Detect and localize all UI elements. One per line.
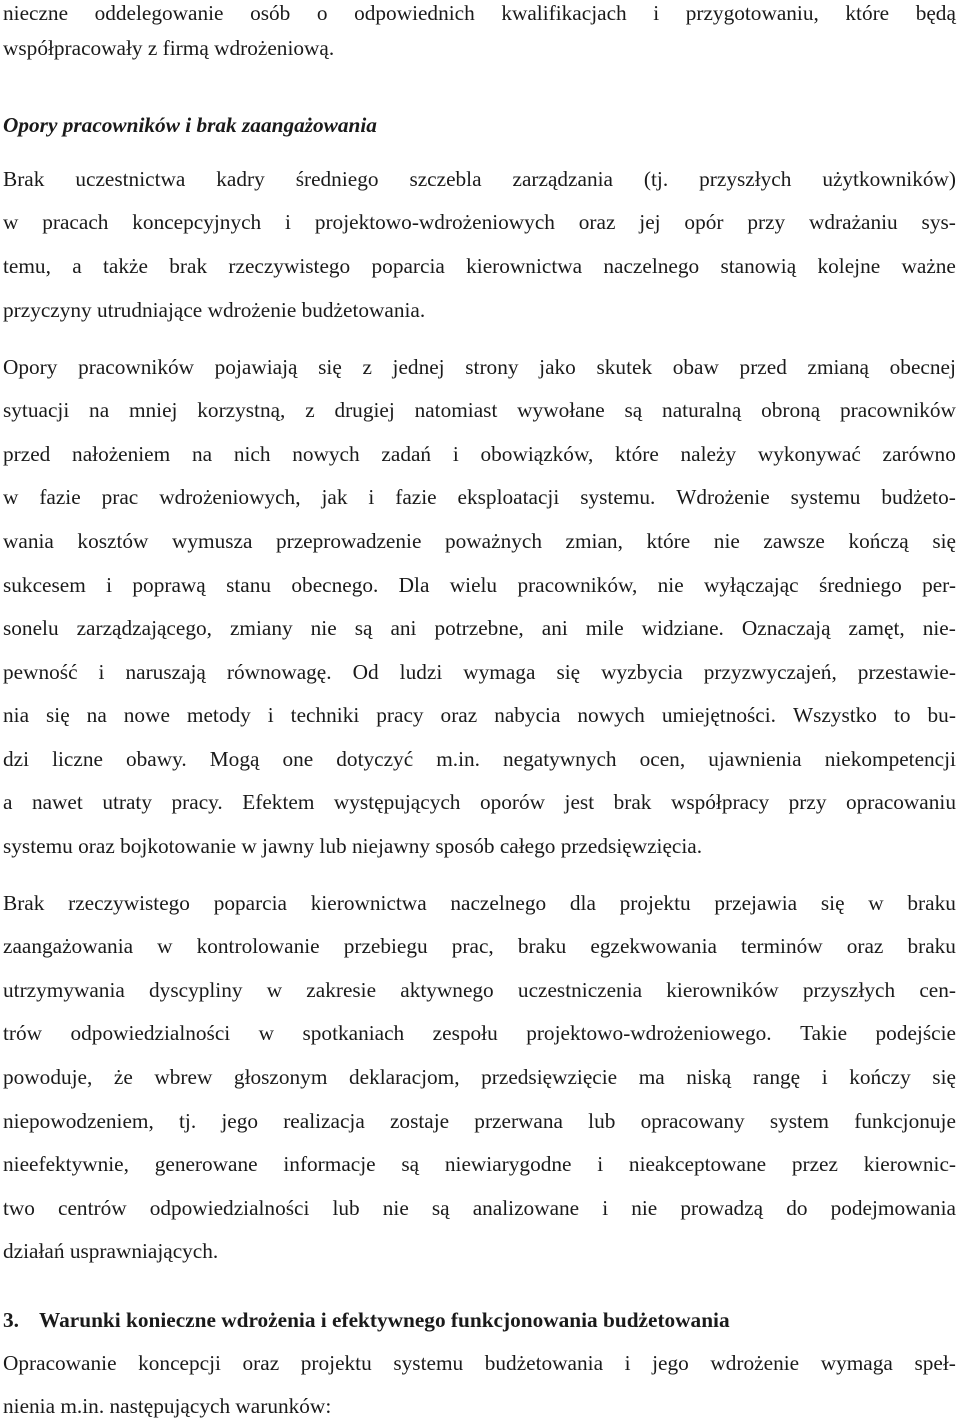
text-line: wania kosztów wymusza przeprowadzenie poważnych zmian, które nie zawsze kończą się (3, 529, 956, 553)
text-line: sukcesem i poprawą stanu obecnego. Dla wielu pracowników, nie wyłączając średniego per- (3, 573, 956, 597)
text-line: nienia m.in. następujących warunków: (3, 1394, 332, 1418)
text-line: nieefektywnie, generowane informacje są niewiarygodne i nieakceptowane przez kierownic- (3, 1152, 956, 1176)
text-line: Opory pracowników pojawiają się z jednej strony jako skutek obaw przed zmianą obecnej (3, 355, 956, 379)
section-number: 3. (3, 1308, 19, 1332)
text-line: w pracach koncepcyjnych i projektowo-wdrożeniowych oraz jej opór przy wdrażaniu sys- (3, 210, 956, 234)
text-line: współpracowały z firmą wdrożeniową. (3, 36, 335, 60)
text-line: sytuacji na mniej korzystną, z drugiej natomiast wywołane są naturalną obroną pracowników (3, 398, 956, 422)
text-line: Brak uczestnictwa kadry średniego szczebla zarządzania (tj. przyszłych użytkowników) (3, 167, 956, 191)
section-heading (3, 1307, 956, 1333)
text-line: Opracowanie koncepcji oraz projektu systemu budżetowania i jego wdrożenie wymaga speł- (3, 1351, 956, 1375)
text-line: w fazie prac wdrożeniowych, jak i fazie eksploatacji systemu. Wdrożenie systemu budżeto- (3, 485, 956, 509)
text-line: nieczne oddelegowanie osób o odpowiednich kwalifikacjach i przygotowaniu, które będą (3, 1, 956, 25)
text-line: przyczyny utrudniające wdrożenie budżetowania. (3, 298, 426, 322)
text-line: a nawet utraty pracy. Efektem występujących oporów jest brak współpracy przy opracowaniu (3, 790, 956, 814)
section-title: Warunki konieczne wdrożenia i efektywnego funkcjonowania budżetowania (39, 1308, 730, 1332)
text-line: przed nałożeniem na nich nowych zadań i obowiązków, które należy wykonywać zarówno (3, 442, 956, 466)
text-line: sonelu zarządzającego, zmiany nie są ani potrzebne, ani mile widziane. Oznaczają zamęt, nie- (3, 616, 956, 640)
text-line: nia się na nowe metody i techniki pracy oraz nabycia nowych umiejętności. Wszystko to bu- (3, 703, 956, 727)
text-line: pewność i naruszają równowagę. Od ludzi wymaga się wyzbycia przyzwyczajeń, przestawie- (3, 660, 956, 684)
subsection-heading: Opory pracowników i brak zaangażowania (3, 113, 377, 137)
text-line: two centrów odpowiedzialności lub nie są analizowane i nie prowadzą do podejmowania (3, 1196, 956, 1220)
text-line: działań usprawniających. (3, 1239, 219, 1263)
text-line: dzi liczne obawy. Mogą one dotyczyć m.in. negatywnych ocen, ujawnienia niekompetencji (3, 747, 956, 771)
text-line: temu, a także brak rzeczywistego poparcia kierownictwa naczelnego stanowią kolejne ważne (3, 254, 956, 278)
text-line: Brak rzeczywistego poparcia kierownictwa naczelnego dla projektu przejawia się w braku (3, 891, 956, 915)
text-line: zaangażowania w kontrolowanie przebiegu prac, braku egzekwowania terminów oraz braku (3, 934, 956, 958)
text-line: niepowodzeniem, tj. jego realizacja zostaje przerwana lub opracowany system funkcjonuje (3, 1109, 956, 1133)
text-line: powoduje, że wbrew głoszonym deklaracjom, przedsięwzięcie ma niską rangę i kończy się (3, 1065, 956, 1089)
text-line: systemu oraz bojkotowanie w jawny lub niejawny sposób całego przedsięwzięcia. (3, 834, 703, 858)
text-line: utrzymywania dyscypliny w zakresie aktywnego uczestniczenia kierowników przyszłych cen- (3, 978, 956, 1002)
text-line: trów odpowiedzialności w spotkaniach zespołu projektowo-wdrożeniowego. Takie podejście (3, 1021, 956, 1045)
